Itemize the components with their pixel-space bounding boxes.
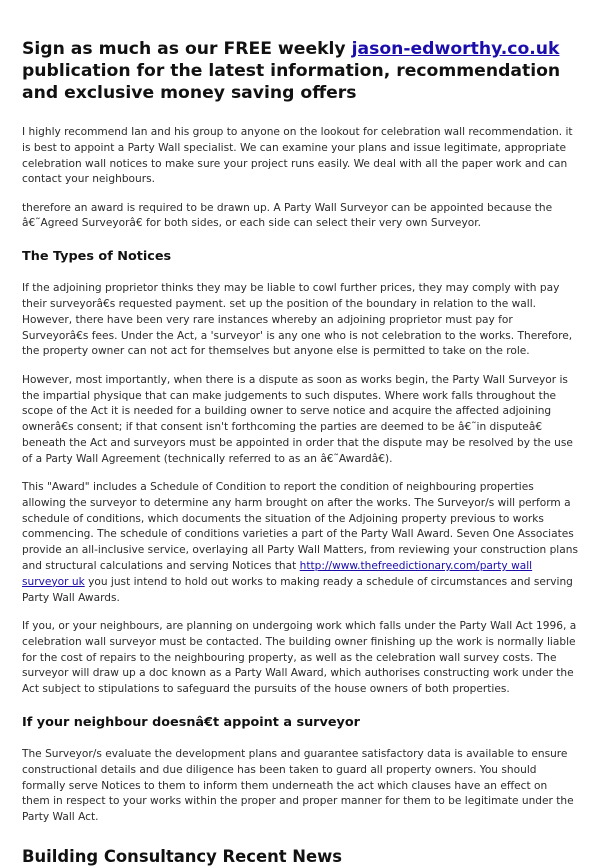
title-text-before: Sign as much as our FREE weekly — [22, 39, 352, 59]
paragraph-adjoining-proprietor: If the adjoining proprietor thinks they may be liable to cowl further prices, they may comply with pay their surveyorâ€s requested payment. set up the position of the boundary in relation to the wall. However, there have been very rare instances whereby an adjoining proprietor must pay for Surveyorâ€s fees. Under the Act, a 'surveyor' is any one who is not celebration to the works. Therefore, the property owner can not act for themselves but anyone else is permitted to take on the role. — [22, 282, 573, 358]
page-title — [22, 38, 578, 104]
title-link[interactable]: jason-edworthy.co.uk — [351, 39, 560, 59]
heading-types-of-notices: The Types of Notices — [22, 249, 172, 265]
paragraph-schedule — [22, 480, 578, 606]
paragraph-schedule-after: you just intend to hold out works to making ready a schedule of circumstances and serving Party Wall Awards. — [22, 575, 573, 604]
paragraph-award: therefore an award is required to be drawn up. A Party Wall Surveyor can be appointed because the â€˜Agreed Surveyorâ€ for both sides, or each side can select their very own Surveyor. — [22, 201, 553, 230]
paragraph-party-wall-act: If you, or your neighbours, are planning on undergoing work which falls under the Party Wall Act 1996, a celebration wall surveyor must be contacted. The building owner finishing up the work is normally liable for the cost of repairs to the neighbouring property, as well as the celebration wall survey costs. The surveyor will draw up a doc known as a Party Wall Award, which authorises constructing work under the Act subject to stipulations to safeguard the pursuits of the house owners of both properties. — [22, 619, 577, 696]
title-text-after: publication for the latest information, recommendation and exclusive money saving offers — [22, 61, 561, 103]
paragraph-schedule-before: This "Award" includes a Schedule of Condition to report the condition of neighbouring properties allowing the surveyor to determine any harm brought on after the works. The Surveyor/s will perform a schedule of conditions, which documents the situation of the Adjoining property previous to works commencing. The schedule of conditions varieties a part of the Party Wall Award. Seven One Associates provide an all-inclusive service, overlaying all Party Wall Matters, from reviewing your construction plans and structural calculations and serving Notices that — [22, 481, 578, 573]
paragraph-surveyors-evaluate: The Surveyor/s evaluate the development plans and guarantee satisfactory data is available to ensure constructional details and due diligence has been taken to guard all property owners. You should formally serve Notices to them to inform them underneath the act which clauses have an effect on them in respect to your works within the proper and proper manner for them to be legitimate under the Party Wall Act. — [22, 747, 574, 824]
paragraph-dispute: However, most importantly, when there is a dispute as soon as works begin, the Party Wall Surveyor is the impartial physique that can make judgements to such disputes. Where work falls throughout the scope of the Act it is needed for a building owner to serve notice and acquire the affected adjoining ownerâ€s consent; if that consent isn't forthcoming the parties are deemed to be â€˜in disputeâ€ beneath the Act and surveyors must be appointed in order that the dispute may be resolved by the use of a Party Wall Agreement (technically referred to as an â€˜Awardâ€). — [22, 373, 573, 465]
heading-recent-news: Building Consultancy Recent News — [22, 846, 343, 866]
dictionary-link[interactable]: http://www.thefreedictionary.com/party wall surveyor uk — [22, 560, 533, 588]
paragraph-intro: I highly recommend Ian and his group to anyone on the lookout for celebration wall recommendation. it is best to appoint a Party Wall specialist. We can examine your plans and issue legitimate, appropriate celebration wall notices to make sure your project runs easily. We deal with all the paper work and can contact your neighbours. — [22, 126, 573, 186]
heading-neighbour: If your neighbour doesnâ€t appoint a surveyor — [22, 714, 360, 730]
